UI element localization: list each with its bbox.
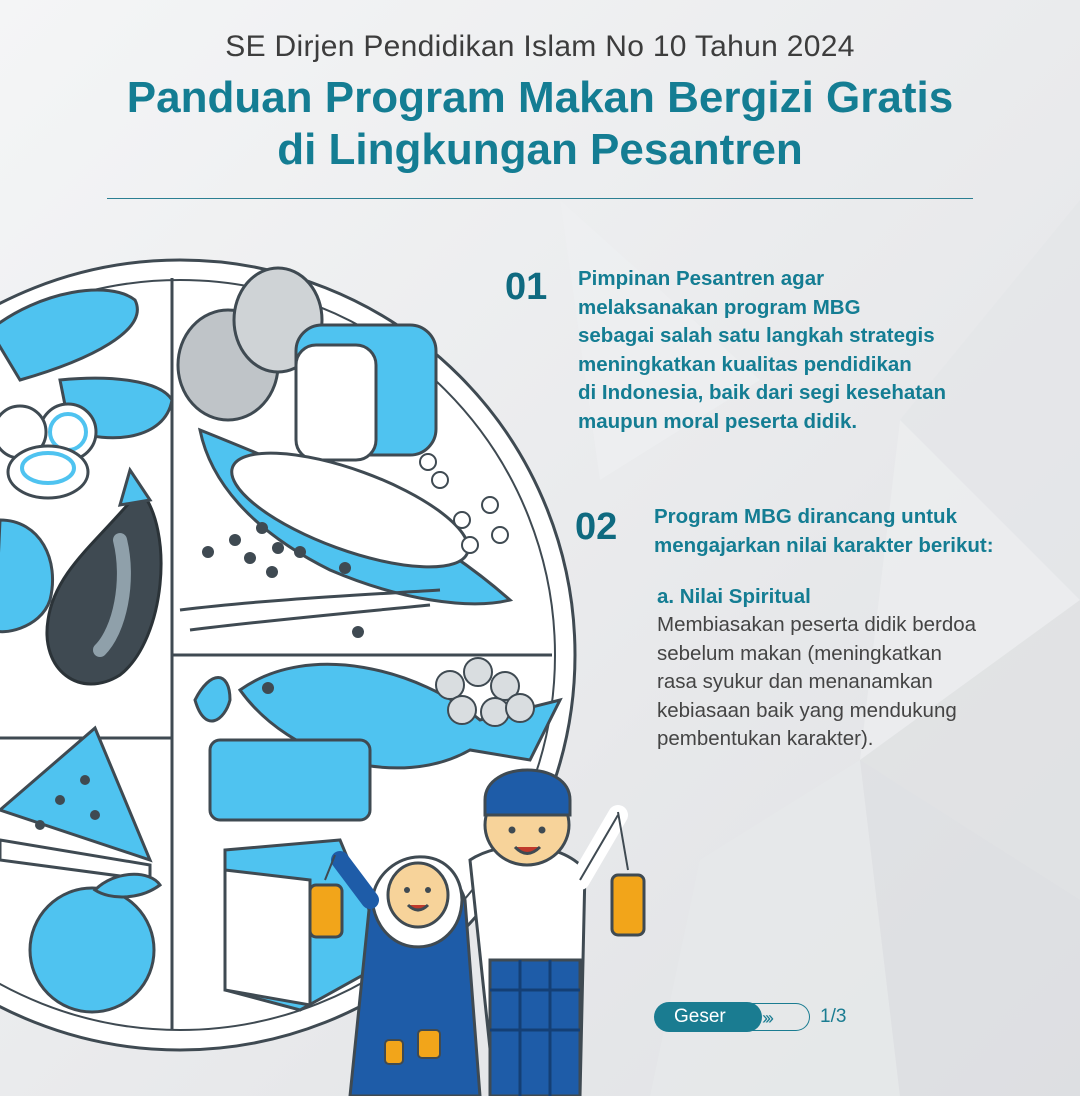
point-02-line: mengajarkan nilai karakter berikut: — [654, 533, 994, 557]
sub-body-line: kebiasaan baik yang mendukung — [657, 698, 957, 722]
point-01-line: maupun moral peserta didik. — [578, 409, 858, 433]
sub-body-line: sebelum makan (meningkatkan — [657, 641, 942, 665]
point-01-line: sebagai salah satu langkah strategis — [578, 324, 935, 347]
sub-body-line: rasa syukur dan menanamkan — [657, 670, 933, 693]
sub-body-line: Membiasakan peserta didik berdoa — [657, 613, 977, 636]
point-01-line: melaksanakan program MBG — [578, 295, 861, 319]
point-01-line: Pimpinan Pesantren agar — [578, 267, 825, 290]
point-02-line: Program MBG dirancang untuk — [654, 505, 957, 528]
chevron-right-icon[interactable]: ››› — [744, 1003, 810, 1031]
title-line-2: di Lingkungan Pesantren — [277, 125, 803, 174]
point-01-line: di Indonesia, baik dari segi kesehatan — [578, 381, 946, 404]
point-02-text — [654, 503, 994, 560]
sub-heading: a. Nilai Spiritual — [657, 585, 811, 608]
point-01-text — [578, 265, 946, 436]
sub-body-line: pembentukan karakter). — [657, 727, 874, 750]
point-01-number: 01 — [505, 266, 548, 308]
sub-body-text — [657, 611, 976, 754]
point-01-line: meningkatkan kualitas pendidikan — [578, 352, 912, 376]
swipe-button[interactable]: Geser — [654, 1002, 762, 1032]
point-02-number: 02 — [575, 506, 618, 548]
page-indicator: 1/3 — [820, 1006, 847, 1027]
subtitle: SE Dirjen Pendidikan Islam No 10 Tahun 2024 — [225, 30, 855, 63]
title-line-1: Panduan Program Makan Bergizi Gratis — [126, 73, 954, 122]
pager — [654, 1002, 846, 1032]
